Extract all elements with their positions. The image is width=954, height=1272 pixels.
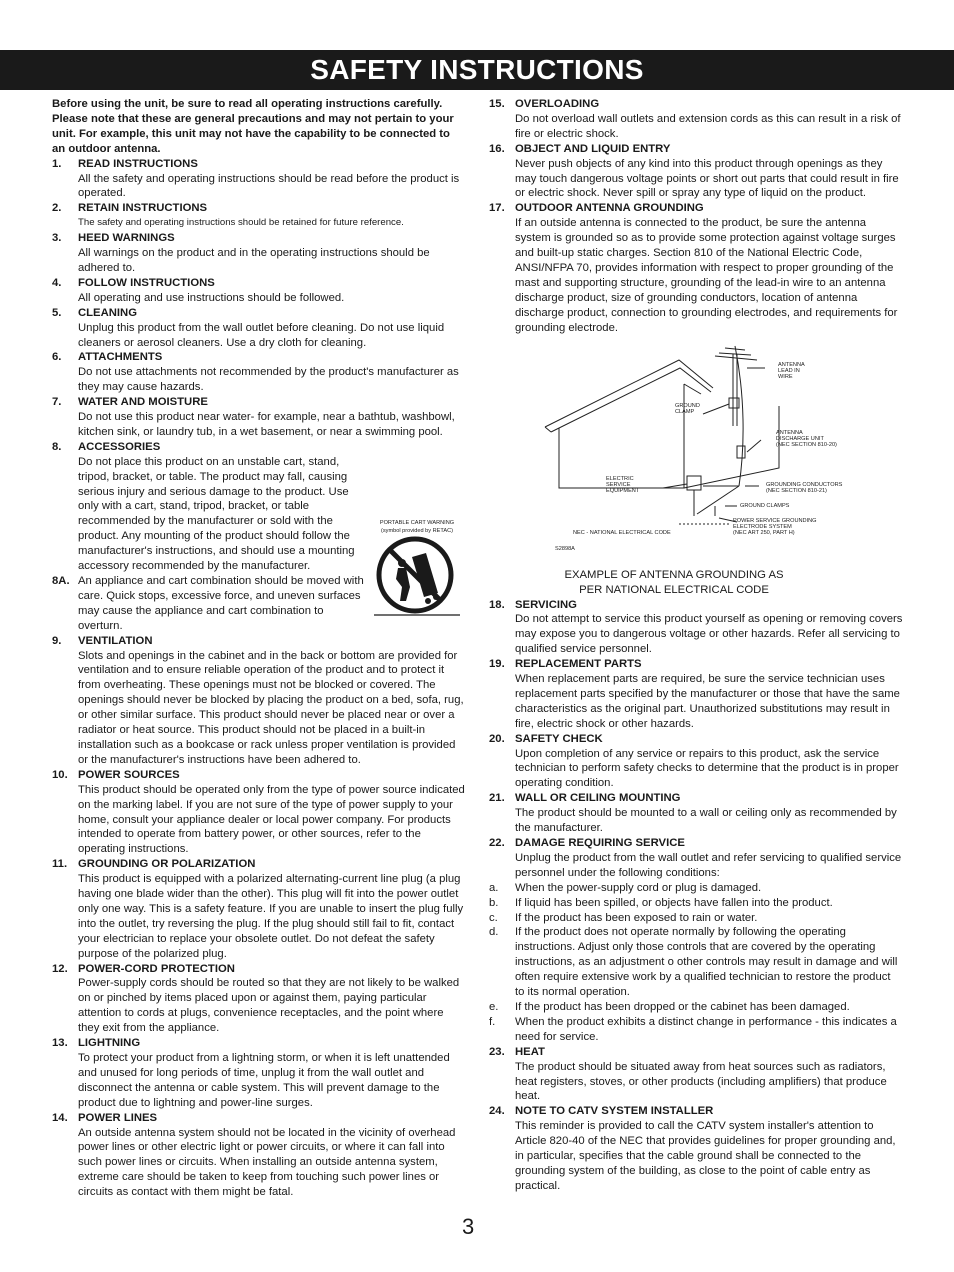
- diagram-code-label: S2898A: [555, 545, 575, 552]
- instruction-item: [52, 1036, 466, 1111]
- power-service-label: (NEC ART 250, PART H): [733, 529, 795, 536]
- discharge-unit-label: (NEC SECTION 810-20): [776, 441, 837, 448]
- item-text: Do not place this product on an unstable cart, stand, tripod, bracket, or table. The product may fall, causing serious injury and serious damage to the product. Use only with a cart, stand, tripod, bracket, or table recommended by the manufacturer or sold with the product. Any mounting of the product should follow the manufacturer's instructions, and should use a mounting accessory recommended by the manufacturer.: [78, 455, 355, 573]
- item-number: 24.: [489, 1105, 505, 1118]
- item-title: READ INSTRUCTIONS: [78, 157, 198, 170]
- list-letter: d.: [489, 926, 499, 939]
- list-letter: a.: [489, 881, 499, 894]
- item-text: Never push objects of any kind into this product through openings as they may touch dangerous voltage points or short out parts that could result in fire or electric shock. Never spill or spray any type of liquid on the product.: [515, 157, 899, 200]
- item-number: 6.: [52, 351, 62, 364]
- list-text: If the product has been exposed to rain or water.: [515, 911, 758, 924]
- item-number: 8.: [52, 440, 62, 453]
- item-title: POWER LINES: [78, 1111, 158, 1124]
- list-item: [489, 911, 903, 926]
- item-title: VENTILATION: [78, 634, 153, 647]
- list-letter: c.: [489, 911, 498, 924]
- cart-caption: PORTABLE CART WARNING: [379, 519, 455, 526]
- item-number: 2.: [52, 202, 62, 215]
- item-text: The product should be mounted to a wall or ceiling only as recommended by the manufacturer.: [515, 807, 897, 835]
- instruction-item: [52, 395, 466, 440]
- item-title: RETAIN INSTRUCTIONS: [78, 202, 208, 215]
- item-number: 14.: [52, 1111, 68, 1124]
- item-text: An outside antenna system should not be located in the vicinity of overhead power lines or other electric light or power circuits, or where it can fall into such power lines or circuits. When installing an outside antenna system, extreme care should be taken to keep from touching such power lines or circuits as contact with them might be fatal.: [78, 1126, 456, 1199]
- item-number: 12.: [52, 962, 68, 975]
- item-title: SERVICING: [515, 598, 577, 611]
- electric-service-label: EQUIPMENT: [606, 487, 640, 494]
- item-number: 22.: [489, 837, 505, 849]
- instruction-item: [489, 1045, 903, 1105]
- item-title: CLEANING: [78, 306, 137, 319]
- list-letter: b.: [489, 896, 499, 909]
- list-item: [489, 1015, 903, 1045]
- list-letter: e.: [489, 1000, 499, 1013]
- antenna-grounding-illustration: [489, 336, 903, 566]
- grounding-conductors-label: GROUNDING CONDUCTORS: [766, 481, 843, 488]
- item-title: SAFETY CHECK: [515, 732, 603, 745]
- item-number: 18.: [489, 598, 505, 611]
- item-number: 16.: [489, 142, 505, 155]
- item-number: 7.: [52, 396, 62, 409]
- instruction-item: [52, 962, 466, 1037]
- item-number: 11.: [52, 858, 68, 871]
- item-text: Unplug this product from the wall outlet before cleaning. Do not use liquid cleaners or aerosol cleaners. Use a dry cloth for cleaning.: [78, 321, 445, 349]
- right-column: [489, 97, 903, 1194]
- instruction-item: [52, 634, 466, 768]
- item-text: Power-supply cords should be routed so that they are not likely to be walked on or pinched by items placed upon or against them, paying particular attention to cords at plugs, convenience receptacles, and the point where they exit from the appliance.: [78, 977, 460, 1035]
- item-title: GROUNDING OR POLARIZATION: [78, 858, 256, 871]
- item-text: Do not use attachments not recommended by the product's manufacturer as they may cause hazards.: [78, 366, 459, 394]
- ground-clamps-label: GROUND CLAMPS: [740, 502, 790, 509]
- item-title: WATER AND MOISTURE: [78, 396, 208, 409]
- item-text: This reminder is provided to call the CATV system installer's attention to Article 820-40 of the NEC that provides guidelines for proper grounding and, in particular, specifies that the cable ground shall be connected to the grounding system of the building, as close to the point of cable entry as practical.: [515, 1120, 896, 1192]
- instruction-item: [489, 657, 903, 732]
- item-title: OVERLOADING: [515, 98, 600, 110]
- power-service-label: ELECTRODE SYSTEM: [733, 523, 792, 530]
- list-letter: f.: [489, 1015, 496, 1028]
- item-number: 17.: [489, 202, 505, 215]
- item-title: POWER SOURCES: [78, 768, 180, 781]
- item-title: HEED WARNINGS: [78, 232, 175, 245]
- item-number: 21.: [489, 792, 505, 805]
- item-number: 1.: [52, 157, 62, 170]
- item-text: All operating and use instructions should be followed.: [78, 291, 345, 304]
- instruction-item: [489, 1104, 903, 1193]
- item-title: NOTE TO CATV SYSTEM INSTALLER: [515, 1105, 714, 1118]
- antenna-lead-label: ANTENNA: [778, 361, 805, 368]
- instruction-item: [489, 836, 903, 881]
- item-text: Unplug the product from the wall outlet and refer servicing to qualified service personnel under the following conditions:: [515, 851, 902, 879]
- item-text: All warnings on the product and in the operating instructions should be adhered to.: [78, 247, 430, 274]
- item-title: DAMAGE REQUIRING SERVICE: [515, 837, 685, 849]
- item-number: 9.: [52, 634, 62, 647]
- item-number: 20.: [489, 732, 505, 745]
- item-text: To protect your product from a lightning storm, or when it is left unattended and unused for long periods of time, unplug it from the wall outlet and disconnect the antenna or cable system. This will prevent damage to the product due to lightning and power-line surges.: [78, 1052, 450, 1109]
- antenna-lead-label: WIRE: [778, 373, 793, 380]
- electric-service-label: ELECTRIC: [606, 475, 634, 482]
- item-text: An appliance and cart combination should be moved with care. Quick stops, excessive force, and uneven surfaces may cause the appliance and cart combination to overturn.: [78, 575, 364, 632]
- item-text: When replacement parts are required, be sure the service technician uses replacement parts specified by the manufacturer or those that have the same characteristics as the original part. Unauthorized substitutions may result in fire, electric shock or other hazards.: [515, 673, 900, 730]
- item-text: The product should be situated away from heat sources such as radiators, heat registers, stoves, or other products (including amplifiers) that produce heat.: [515, 1060, 887, 1103]
- item-text: This product should be operated only from the type of power source indicated on the marking label. If you are not sure of the type of power supply to your home, consult your appliance dealer or local power company. For products intended to operate from battery power, or other sources, refer to the operating instructions.: [78, 783, 465, 856]
- instruction-item: [489, 732, 903, 792]
- item-title: LIGHTNING: [78, 1037, 141, 1050]
- list-item: [489, 925, 903, 1000]
- discharge-unit-label: DISCHARGE UNIT: [776, 435, 824, 442]
- list-text: If the product does not operate normally by following the operating instructions. Adjust only those controls that are covered by the operating instructions, as an adjustment o other controls may result in damage and will often require extensive work by a qualified technician to restore the product to its normal operation.: [515, 926, 898, 999]
- list-text: If liquid has been spilled, or objects have fallen into the product.: [515, 896, 833, 909]
- item-text: Do not use this product near water- for example, near a bathtub, washbowl, kitchen sink, or laundry tub, in a wet basement, or near a swimming pool.: [78, 411, 455, 438]
- list-text: When the product exhibits a distinct change in performance - this indicates a need for service.: [515, 1015, 897, 1043]
- item-title: ACCESSORIES: [78, 440, 161, 453]
- instruction-item: [489, 598, 903, 658]
- item-number: 4.: [52, 276, 62, 289]
- power-service-label: POWER SERVICE GROUNDING: [733, 517, 817, 524]
- list-item: [489, 896, 903, 911]
- item-title: OBJECT AND LIQUID ENTRY: [515, 142, 671, 155]
- item-number: 13.: [52, 1037, 68, 1050]
- instruction-item: [52, 157, 466, 202]
- item-text: All the safety and operating instructions should be read before the product is operated.: [78, 172, 460, 200]
- item-number: 8A.: [52, 575, 70, 587]
- item-number: 19.: [489, 658, 505, 671]
- instruction-item: [52, 1111, 466, 1200]
- instruction-item: [52, 768, 466, 857]
- cart-caption-source: (symbol provided by RETAC): [380, 527, 453, 534]
- intro-text: Before using the unit, be sure to read all operating instructions carefully. Please note that these are general precautions and may not pertain to your unit. For example, this unit may not have the capability to be connected to an outdoor antenna.: [52, 98, 454, 155]
- item-title: HEAT: [515, 1045, 545, 1058]
- diagram-caption: EXAMPLE OF ANTENNA GROUNDING AS PER NATIONAL ELECTRICAL CODE: [564, 569, 784, 597]
- instruction-item: [489, 142, 903, 202]
- item-title: ATTACHMENTS: [78, 351, 163, 364]
- instruction-item: [489, 201, 903, 335]
- instruction-item: [489, 791, 903, 836]
- nec-label: NEC - NATIONAL ELECTRICAL CODE: [573, 529, 671, 536]
- item-number: 5.: [52, 306, 62, 319]
- electric-service-label: SERVICE: [606, 481, 631, 488]
- item-title: WALL OR CEILING MOUNTING: [515, 792, 681, 805]
- item-number: 23.: [489, 1045, 505, 1058]
- item-text: If an outside antenna is connected to the product, be sure the antenna system is grounded so as to provide some protection against voltage surges and built-up static charges. Section 810 of the National Electric Code, ANSI/NFPA 70, provides information with respect to proper grounding of the mast and supporting structure, grounding of the lead-in wire to an antenna discharge product, size of grounding conductors, location of antenna discharge product, connection to grounding electrodes, and requirements for grounding electrode.: [515, 217, 898, 334]
- list-text: If the product has been dropped or the cabinet has been damaged.: [515, 1000, 850, 1013]
- instruction-item: [52, 857, 466, 961]
- instruction-item: [52, 574, 466, 634]
- item-text: Slots and openings in the cabinet and in the back or bottom are provided for ventilation and to ensure reliable operation of the product and to protect it from overheating. These openings must not be blocked or covered. The openings should never be blocked by placing the product on a bed, sofa, rug, or other similar surface. This product should never be placed near or over a radiator or heat source. This product should not be placed in a built-in installation such as a bookcase or rack unless proper ventilation is provided or the manufacturer's instructions have been adhered to.: [78, 649, 464, 766]
- left-column: [52, 97, 466, 1200]
- instruction-item: [489, 97, 903, 142]
- item-text: The safety and operating instructions should be retained for future reference.: [78, 217, 404, 229]
- antenna-lead-label: LEAD IN: [778, 367, 800, 374]
- item-number: 10.: [52, 768, 68, 781]
- item-text: Do not overload wall outlets and extension cords as this can result in a risk of fire or electric shock.: [515, 112, 901, 140]
- item-text: This product is equipped with a polarized alternating-current line plug (a plug having one blade wider than the other). This plug will fit into the power outlet only one way. This is a safety feature. If you are unable to insert the plug fully into the outlet, try reversing the plug. If the plug should still fail to fit, contact your electrician to replace your obsolete outlet. Do not defeat the safety purpose of the polarized plug.: [78, 873, 464, 960]
- page-title: SAFETY INSTRUCTIONS: [0, 50, 954, 90]
- instruction-item: [52, 350, 466, 395]
- list-text: When the power-supply cord or plug is damaged.: [515, 881, 762, 894]
- discharge-unit-label: ANTENNA: [776, 429, 803, 436]
- item-title: POWER-CORD PROTECTION: [78, 962, 235, 975]
- instruction-item: [52, 306, 466, 351]
- item-number: 15.: [489, 98, 505, 110]
- list-item: [489, 1000, 903, 1015]
- item-number: 3.: [52, 232, 62, 245]
- page-number: 3: [462, 1214, 475, 1239]
- item-text: Upon completion of any service or repairs to this product, ask the service technician to perform safety checks to determine that the product is in proper operating condition.: [515, 747, 899, 790]
- item-title: REPLACEMENT PARTS: [515, 658, 642, 671]
- ground-clamp-label: CLAMP: [675, 408, 695, 415]
- instruction-item: [52, 276, 466, 306]
- grounding-conductors-label: (NEC SECTION 810-21): [766, 487, 827, 494]
- instruction-item: [52, 201, 466, 231]
- item-title: FOLLOW INSTRUCTIONS: [78, 276, 215, 289]
- item-text: Do not attempt to service this product yourself as opening or removing covers may expose you to dangerous voltage or other hazards. Refer all servicing to qualified service personnel.: [515, 613, 903, 656]
- item-title: OUTDOOR ANTENNA GROUNDING: [515, 202, 704, 215]
- instruction-item: [52, 231, 466, 276]
- damage-conditions-list: [489, 881, 903, 1045]
- antenna-grounding-diagram: [489, 336, 903, 598]
- instruction-item: [52, 440, 466, 574]
- list-item: [489, 881, 903, 896]
- ground-clamp-label: GROUND: [675, 402, 700, 409]
